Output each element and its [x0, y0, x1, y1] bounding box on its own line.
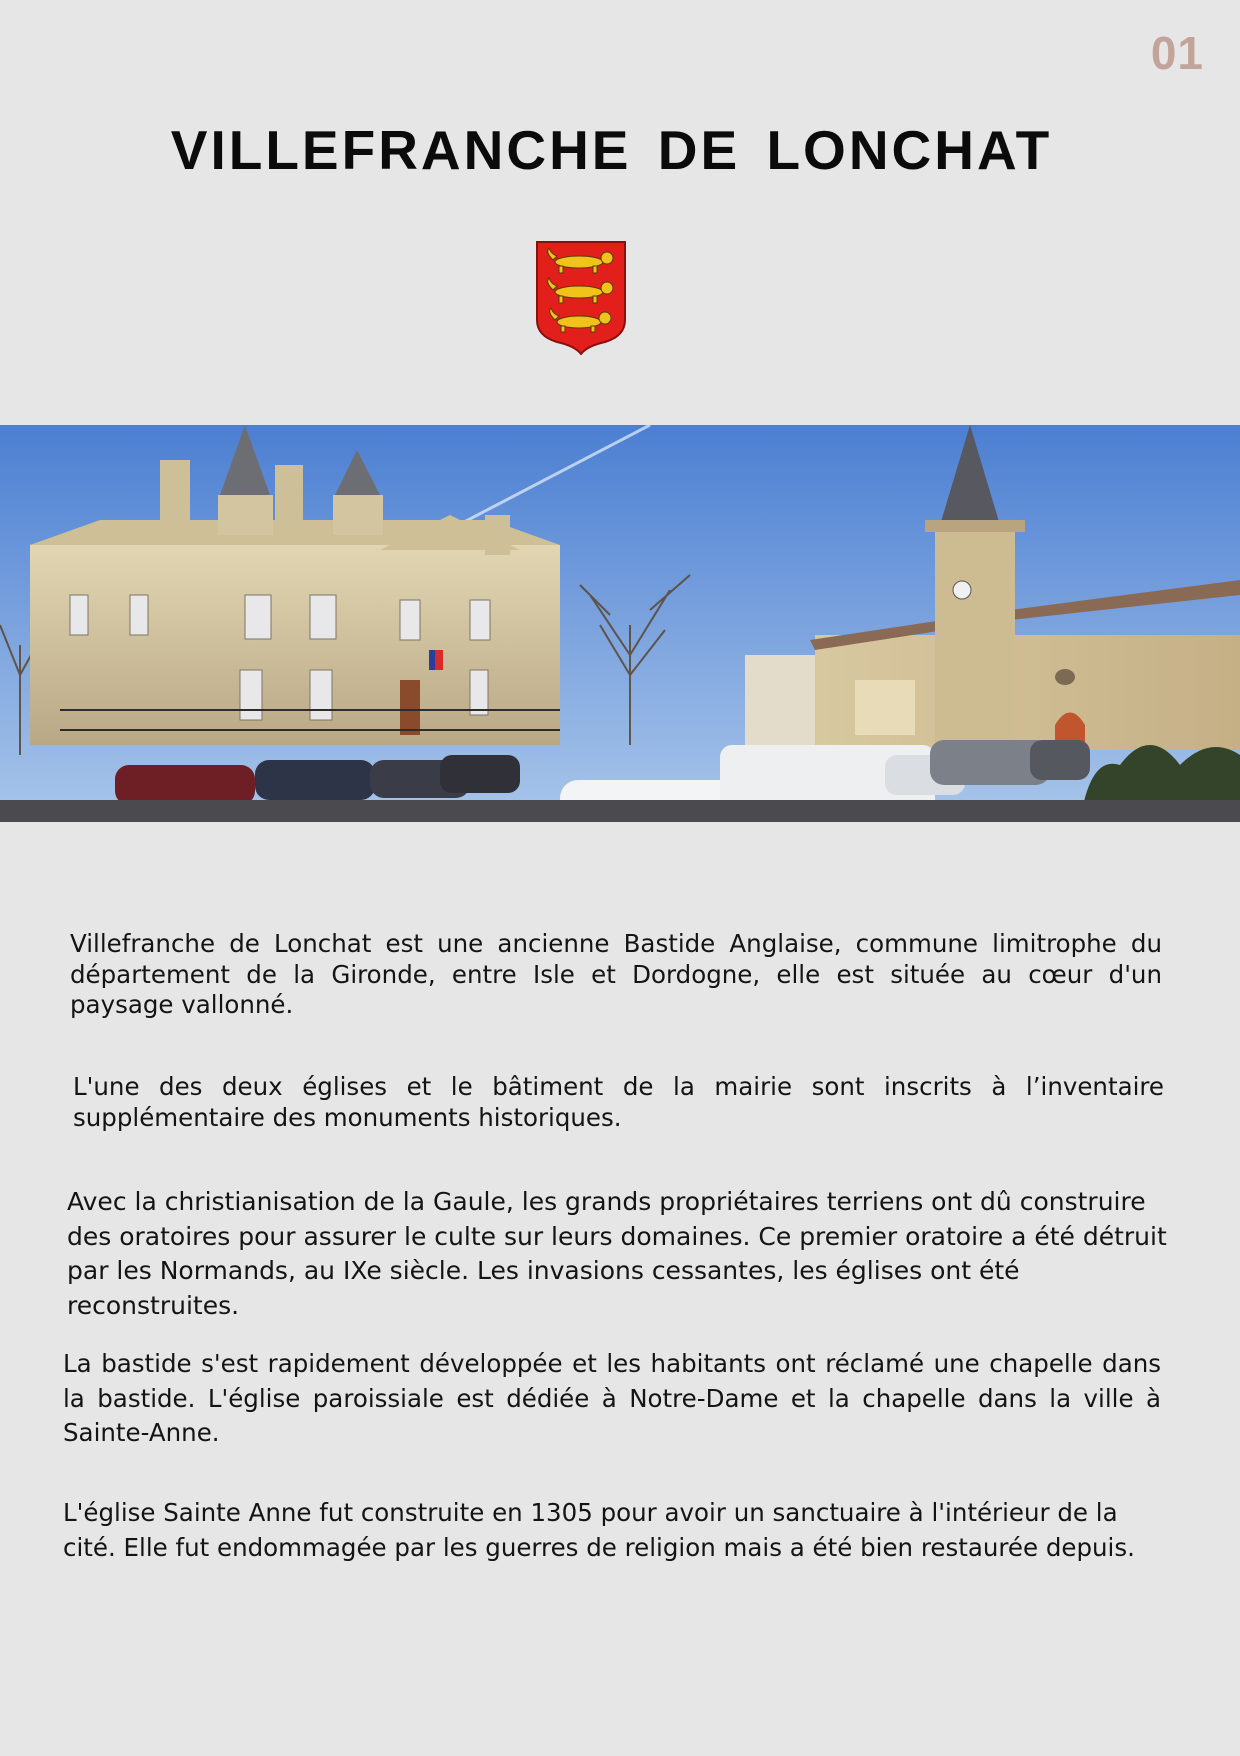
coat-of-arms-icon: [535, 240, 627, 355]
paragraph-bastide: La bastide s'est rapidement développée et les habitants ont réclamé une chapelle dans la bastide. L'église paroissiale est dédiée à Notre-Dame et la chapelle dans la ville à Sainte-Anne.: [63, 1349, 1161, 1447]
paragraph-sainte-anne: L'église Sainte Anne fut construite en 1305 pour avoir un sanctuaire à l'intérieur de la cité. Elle fut endommagée par les guerres de religion mais a été bien restaurée depuis.: [63, 1498, 1135, 1562]
paragraph-monuments: L'une des deux églises et le bâtiment de la mairie sont inscrits à l’inventaire supplémentaire des monuments historiques.: [73, 1072, 1164, 1132]
page-number: 01: [1150, 27, 1204, 79]
paragraph-history: Avec la christianisation de la Gaule, les grands propriétaires terriens ont dû construire des oratoires pour assurer le culte sur leurs domaines. Ce premier oratoire a été détruit par les Normands, au IXe siècle. Les invasions cessantes, les églises ont été reconstruites.: [67, 1187, 1167, 1320]
page-title: VILLEFRANCHE DE LONCHAT: [170, 119, 1053, 181]
town-photo: [0, 425, 1240, 822]
paragraph-intro: Villefranche de Lonchat est une ancienne Bastide Anglaise, commune limitrophe du département de la Gironde, entre Isle et Dordogne, elle est située au cœur d'un paysage vallonné.: [70, 929, 1162, 1019]
